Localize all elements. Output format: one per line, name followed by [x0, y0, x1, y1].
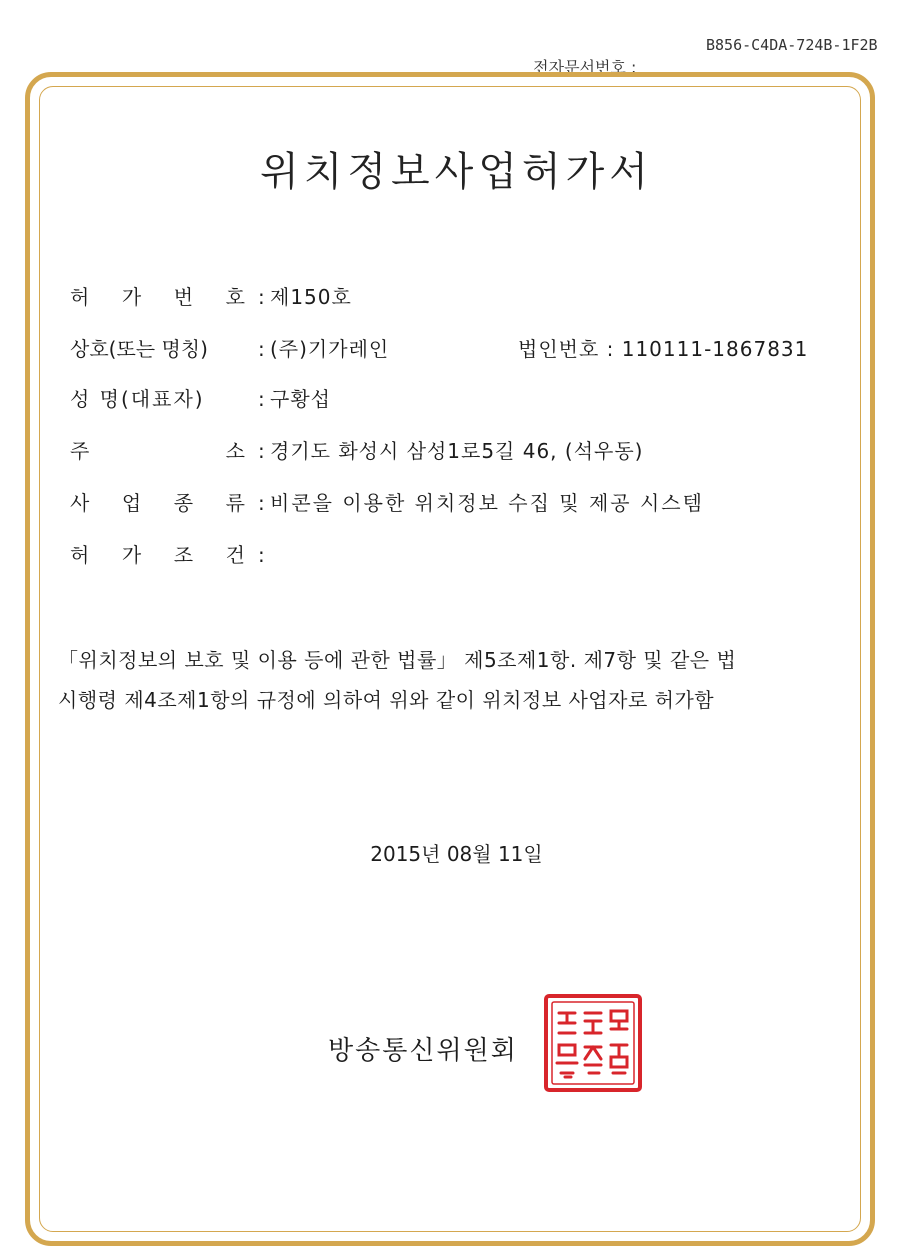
field-colon: :: [258, 285, 265, 309]
label-char: 가: [121, 543, 142, 567]
issuing-authority: 방송통신위원회: [328, 1036, 518, 1066]
field-value: 경기도 화성시 삼성1로5길 46, (석우동): [270, 439, 644, 463]
field-label: [70, 283, 245, 311]
field-value: 제150호: [270, 285, 352, 309]
label-char: 류: [225, 491, 245, 515]
doc-number-value: B856-C4DA-724B-1F2B: [706, 36, 878, 54]
field-value: 비콘을 이용한 위치정보 수집 및 제공 시스템: [270, 491, 704, 515]
field-colon: :: [258, 543, 265, 567]
field-colon: :: [258, 491, 265, 515]
statement-line-2: 시행령 제4조제1항의 규정에 의하여 위와 같이 위치정보 사업자로 허가함: [58, 688, 715, 712]
label-char: 업: [121, 491, 142, 515]
certificate-title: 위치정보사업허가서: [260, 149, 653, 195]
label-char: 사: [70, 491, 90, 515]
field-colon: :: [258, 387, 265, 411]
label-char: 호: [225, 285, 245, 309]
official-seal-stamp: [543, 993, 643, 1093]
field-colon: :: [258, 337, 265, 361]
field-label: 상호(또는 명칭): [70, 337, 208, 361]
label-char: 건: [225, 543, 245, 567]
label-char: 종: [173, 491, 194, 515]
field-label: [70, 489, 245, 517]
field-label: [70, 541, 245, 569]
label-char: 소: [225, 439, 245, 463]
label-char: 주: [70, 439, 90, 463]
field-label: [70, 437, 245, 465]
field-value: (주)기가레인: [270, 337, 390, 361]
corporate-registration-number: 법인번호 : 110111-1867831: [518, 337, 809, 361]
statement-line-1: 「위치정보의 보호 및 이용 등에 관한 법률」 제5조제1항. 제7항 및 같은 법: [58, 648, 737, 672]
label-char: 번: [173, 285, 194, 309]
legal-basis-statement: [58, 640, 858, 720]
field-value: 구황섭: [270, 387, 331, 411]
doc-number-label: 전자문서번호 :: [533, 58, 637, 77]
label-char: 조: [173, 543, 194, 567]
label-char: 허: [70, 285, 90, 309]
label-char: 가: [121, 285, 142, 309]
field-label: 성 명(대표자): [70, 387, 205, 411]
issue-date: 2015년 08월 11일: [370, 842, 543, 866]
label-char: 허: [70, 543, 90, 567]
field-colon: :: [258, 439, 265, 463]
